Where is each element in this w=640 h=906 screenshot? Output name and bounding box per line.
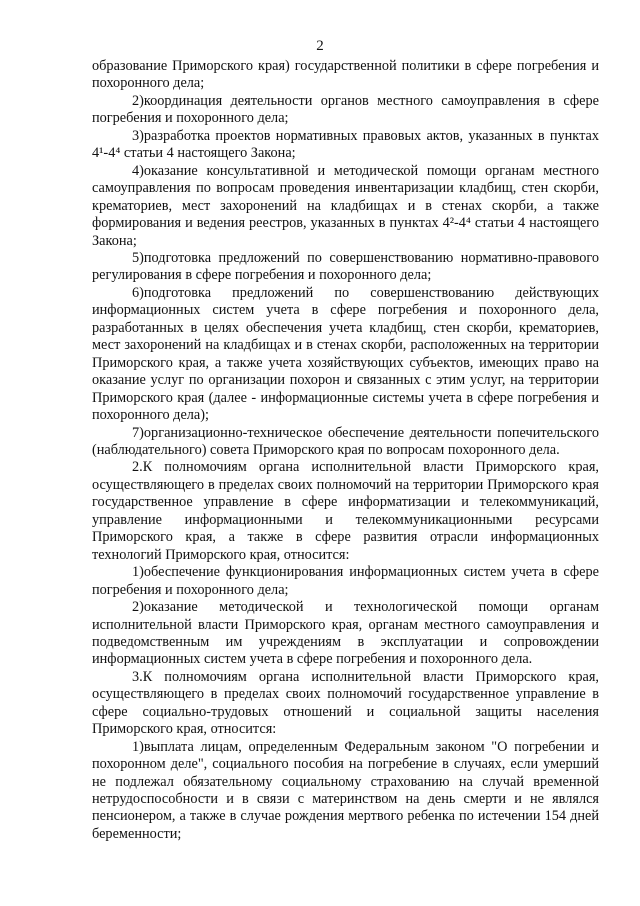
paragraph: 4)оказание консультативной и методической помощи органам местного самоуправления по вопросам проведения инвентаризации кладбищ, стен скорби, крематориев, мест захоронений на кладбищах и в стенах скорби, а также формирования и ведения реестров, указанных в пунктах 4²-4⁴ статьи 4 настоящего Закона;	[92, 162, 599, 249]
paragraph: 5)подготовка предложений по совершенствованию нормативно-правового регулирования в сфере погребения и похоронного дела;	[92, 249, 599, 284]
paragraph: 1)выплата лицам, определенным Федеральным законом "О погребении и похоронном деле", социального пособия на погребение в случаях, если умерший не подлежал обязательному социальному страхованию на случай временной нетрудоспособности и в связи с материнством на день смерти и не являлся пенсионером, а также в случае рождения мертвого ребенка по истечении 154 дней беременности;	[92, 738, 599, 842]
page-number: 2	[316, 38, 324, 54]
paragraph: 3)разработка проектов нормативных правовых актов, указанных в пунктах 4¹-4⁴ статьи 4 настоящего Закона;	[92, 127, 599, 162]
paragraph: образование Приморского края) государственной политики в сфере погребения и похоронного дела;	[92, 58, 599, 92]
document-body	[92, 58, 599, 843]
paragraph: 6)подготовка предложений по совершенствованию действующих информационных систем учета в сфере погребения и похоронного дела, разработанных в целях обеспечения учета кладбищ, стен скорби, крематориев, мест захоронений на кладбищах и в стенах скорби, расположенных на территории Приморского края, а также учета хозяйствующих субъектов, имеющих право на оказание услуг по организации похорон и связанных с этим услуг, на территории Приморского края (далее - информационные системы учета в сфере погребения и похоронного дела);	[92, 284, 599, 424]
paragraph: 2)координация деятельности органов местного самоуправления в сфере погребения и похоронного дела;	[92, 92, 599, 127]
paragraph: 7)организационно-техническое обеспечение деятельности попечительского (наблюдательного) совета Приморского края по вопросам похоронного дела.	[92, 424, 599, 458]
paragraph: 2.К полномочиям органа исполнительной власти Приморского края, осуществляющего в пределах своих полномочий на территории Приморского края государственное управление в сфере информатизации и телекоммуникаций, управление информационными и телекоммуникационными ресурсами Приморского края, а также в сфере развития отрасли информационных технологий Приморского края, относится:	[92, 459, 599, 563]
paragraph: 1)обеспечение функционирования информационных систем учета в сфере погребения и похоронного дела;	[92, 564, 599, 598]
paragraph: 2)оказание методической и технологической помощи органам исполнительной власти Приморского края, органам местного самоуправления и подведомственным им учреждениям в эксплуатации и сопровождении информационных систем учета в сфере погребения и похоронного дела.	[92, 599, 599, 668]
paragraph: 3.К полномочиям органа исполнительной власти Приморского края, осуществляющего в пределах своих полномочий государственное управление в сфере социально-трудовых отношений и социальной защиты населения Приморского края, относится:	[92, 668, 599, 738]
